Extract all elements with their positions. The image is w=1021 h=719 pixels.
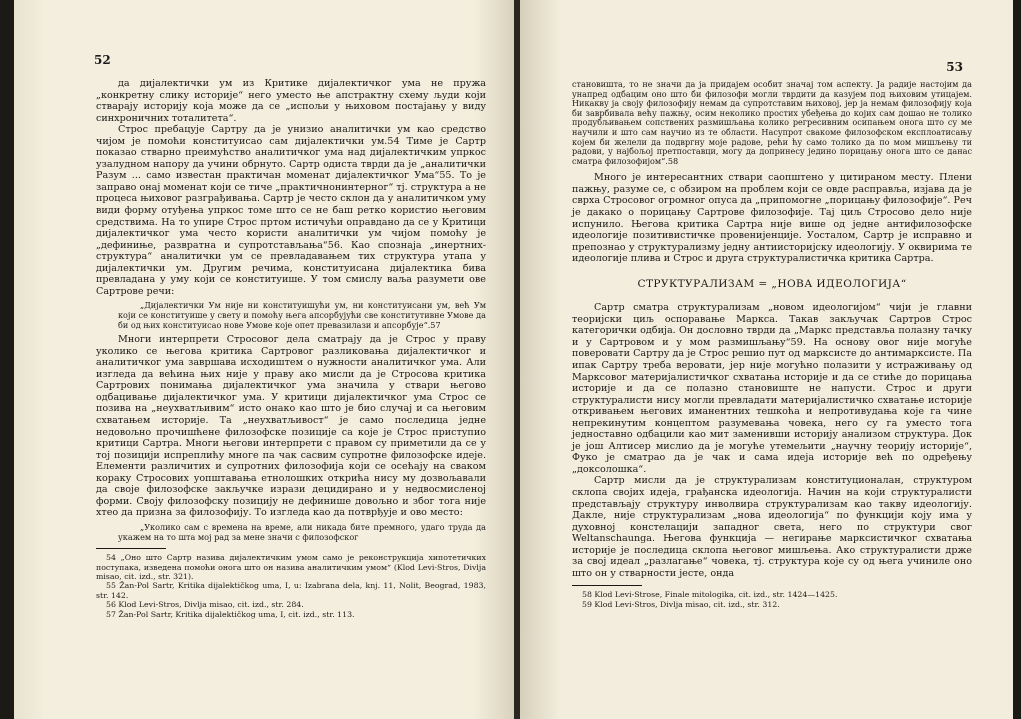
footnote: 54 „Оно што Сартр назива дијалектичким умом само је реконструкција хипотетичких поступака, изведена помоћи онога што он назива аналитичким умом“ (Klod Levi-Stros, Divlja misao, cit. izd., str. 321). [96, 553, 486, 581]
right-page [520, 0, 1013, 719]
left-page [14, 0, 514, 719]
paragraph: Сартр сматра структурализам „новом идеологијом“ чији је главни теоријски циљ оспоравање Маркса. Такав закључак Сартров Строс категорички одбија. Он дословно тврди да „Маркс представља полазну тачку и у Сартровом и у мом размишљању“59. На основу овог није могуће поверовати Сартру да је Строс решио пут од марксисте до антимарксисте. Па ипак Сартру треба веровати, јер није могућно полазити у истраживању од Марксовог материјалистичког схватања историје и да се стиће до порицања историје и да се полазно становиште не напусти. Строс и други структуралисти нису могли превладати материјалистичко схватање историје откривањем његових иманентних тешкоћа и непротивудања које га чине непрекинутим концептом разумевања човека, него су га уместо тога једноставно одбацили као мит заменивши историју анализом структура. Док је још Алтисер мислио да је могуће утемељити „научну теорију историје“, Фуко је сматрао да је чак и сама идеја историје већ по одређењу „доксолошка“. [572, 302, 972, 475]
section-heading: СТРУКТУРАЛИЗАМ = „НОВА ИДЕОЛОГИЈА“ [637, 277, 907, 290]
right-page-body [572, 80, 972, 609]
footnote: 55 Žan-Pol Sartr, Kritika dijalektičkog uma, I, u: Izabrana dela, knj. 11, Nolit, Beograd, 1983, str. 142. [96, 581, 486, 600]
paragraph: Строс пребацује Сартру да је унизио аналитички ум као средство чијом је помоћи конституисао сам дијалектички ум.54 Тиме је Сартр показао стварно преимућство аналитичког ума над дијалектичким упркос узалудном напору да учини обрнуто. Сартр одиста тврди да је „аналитички Разум ... само известан практичан моменат дијалектичког Ума“55. То је заправо онај моменат који се тиче „практичнонинтерног“ тј. структура а не процеса њиховог разграђивања. Сартр је често склон да у аналитичком уму види форму отуђења упркос томе што се не баш ретко користио његовим средствима. На то упире Строс пртом истичући оправдано да се у Критици дијалектичког ума често користи аналитички ум чијом помоћу је „дефиниње, развратна и супротстављања“56. Као спознаја „инертних-структура“ аналитички ум се превладавањем тих структура утапа у дијалектички ум. Другим речима, конституисана дијалектика бива превладана у уму који се конституише. У том смислу ваља разумети ове Сартрове речи: [96, 124, 486, 297]
paragraph: Сартр мисли да је структурализам конституционалан, структуром склопа својих идеја, грађанска идеологија. Начин на који структуралисти представљају структуру инволвира структурализам као такву идеологију. Дакле, није структурализам „нова идеологија“ по функцији коју има у духовној констелацији западног света, него по структури свог Weltanschaunga. Његова функција — негирање марксистичког схватања историје је последица склопа његовог мишљења. Ако структуралисти држе за свој идеал „разлагање“ човека, тј. структура које су од њега учиниле оно што он у стварности јесте, онда [572, 475, 972, 579]
footnote: 58 Klod Levi-Strose, Finale mitologika, cit. izd., str. 1424—1425. [582, 590, 838, 600]
footnote: 57 Žan-Pol Sartr, Kritika dijalektičkog uma, I, cit. izd., str. 113. [106, 609, 355, 619]
paragraph: да дијалектички ум из Критике дијалектичког ума не пружа „конкретну слику историје“ него уместо ње апстрактну схему људи који стварају историју која може да се „испољи у њиховом постајању у виду синхроничних тоталитета“. [96, 78, 486, 124]
footnote: 59 Klod Levi-Stros, Divlja misao, cit. izd., str. 312. [582, 599, 780, 609]
footnote: 56 Klod Levi-Stros, Divlja misao, cit. izd., str. 284. [106, 600, 304, 610]
block-quote: „Дијалектички Ум није ни конституишући ум, ни конституисани ум, већ Ум који се конституише у свету и помоћу њега апсорбујући све конститутивне Умове да би од њих конституисао нове Умове које опет превазилази и апсорбује“.57 [118, 300, 486, 330]
page-number-right: 53 [946, 60, 963, 74]
block-quote-continued: становишта, то не значи да ја придајем особит значај том аспекту. Ја радије настојим да унапред одбацим оно што би филозофи могли тврдити да казујем под њиховим утицајем. Никакву ја своју филозофију немам да супротставим њиховој, јер ја немам филозофију која би заврбивала већу пажњу, осим неколико простих убеђења до којих сам дошао не толико продубљивањем сопствених размишљања колико регресивним осипањем онога што су ме научили и што сам научио из те области. Насупрот свакоме филозофском експлоатисању којем би желели да подвргну моје радове, рећи ћу само толико да по мом мишљењу ти радови, у најбољој претпоставци, могу да допринесу једино порицању онога што се данас сматра филозофијом“.58 [572, 79, 972, 166]
footnote-rule [572, 585, 642, 586]
paragraph: Многи интерпрети Стросовог дела сматрају да је Строс у праву уколико се његова критика Сартровог разликовања дијалектичког и аналитичког ума завршава исходиштем о нужности аналитичког ума. Али изгледа да већина њих није у праву ако мисли да је Стросова критика Сартрових понимања дијалектичког ума значила у ствари његово одбацивање дијалектичког ума. У критици дијалектичког ума Строс се позива на „неухватљивим“ исто онако као што је био случај и са његовим схватањем историје. Та „неухватљивост“ је само последица једне недовољно прочишћене филозофске позиције са које је Строс приступио критици Сартра. Многи његови интерпрети с правом су приметили да се у тој позицији испреплићу многе па чак сасвим супротне филозофске идеје. Елементи различитих и супротних филозофија који се осећају на сваком кораку Стросових уопштавања етнолошких открића нису му дозвољавали да своје филозофске закључке изрази децидирано и у недвосмисленој форми. Своју филозофску позицију не дефинише довољно и због тога није хтео да призна за филозофију. То изгледа као да потврђује и ово место: [96, 334, 486, 519]
left-page-body [96, 78, 486, 619]
block-quote: „Уколико сам с времена на време, али никада бите премного, удаго труда да укажем на то шта мој рад за мене значи с филозофског [118, 521, 486, 542]
footnote-rule [96, 548, 166, 549]
paragraph: Много је интересантних ствари саопштено у цитираном месту. Плени пажњу, разуме се, с обзиром на проблем који се овде расправља, изјава да је сврха Стросовог огромног опуса да „припомогне „порицању филозофије“. Реч је дакако о порицању Сартрове филозофије. Тај циљ Стросово дело није испунило. Његова критика Сартра није више од једне антифилозофске идеологије позитивистичке провенијенције. Уосталом, Сартр је исправно и препознао у структурализму једну антиисторијску идеологију. У оквирима те идеологије плива и Строс и друга структуралистичка критика Сартра. [572, 172, 972, 265]
page-number-left: 52 [94, 53, 111, 67]
